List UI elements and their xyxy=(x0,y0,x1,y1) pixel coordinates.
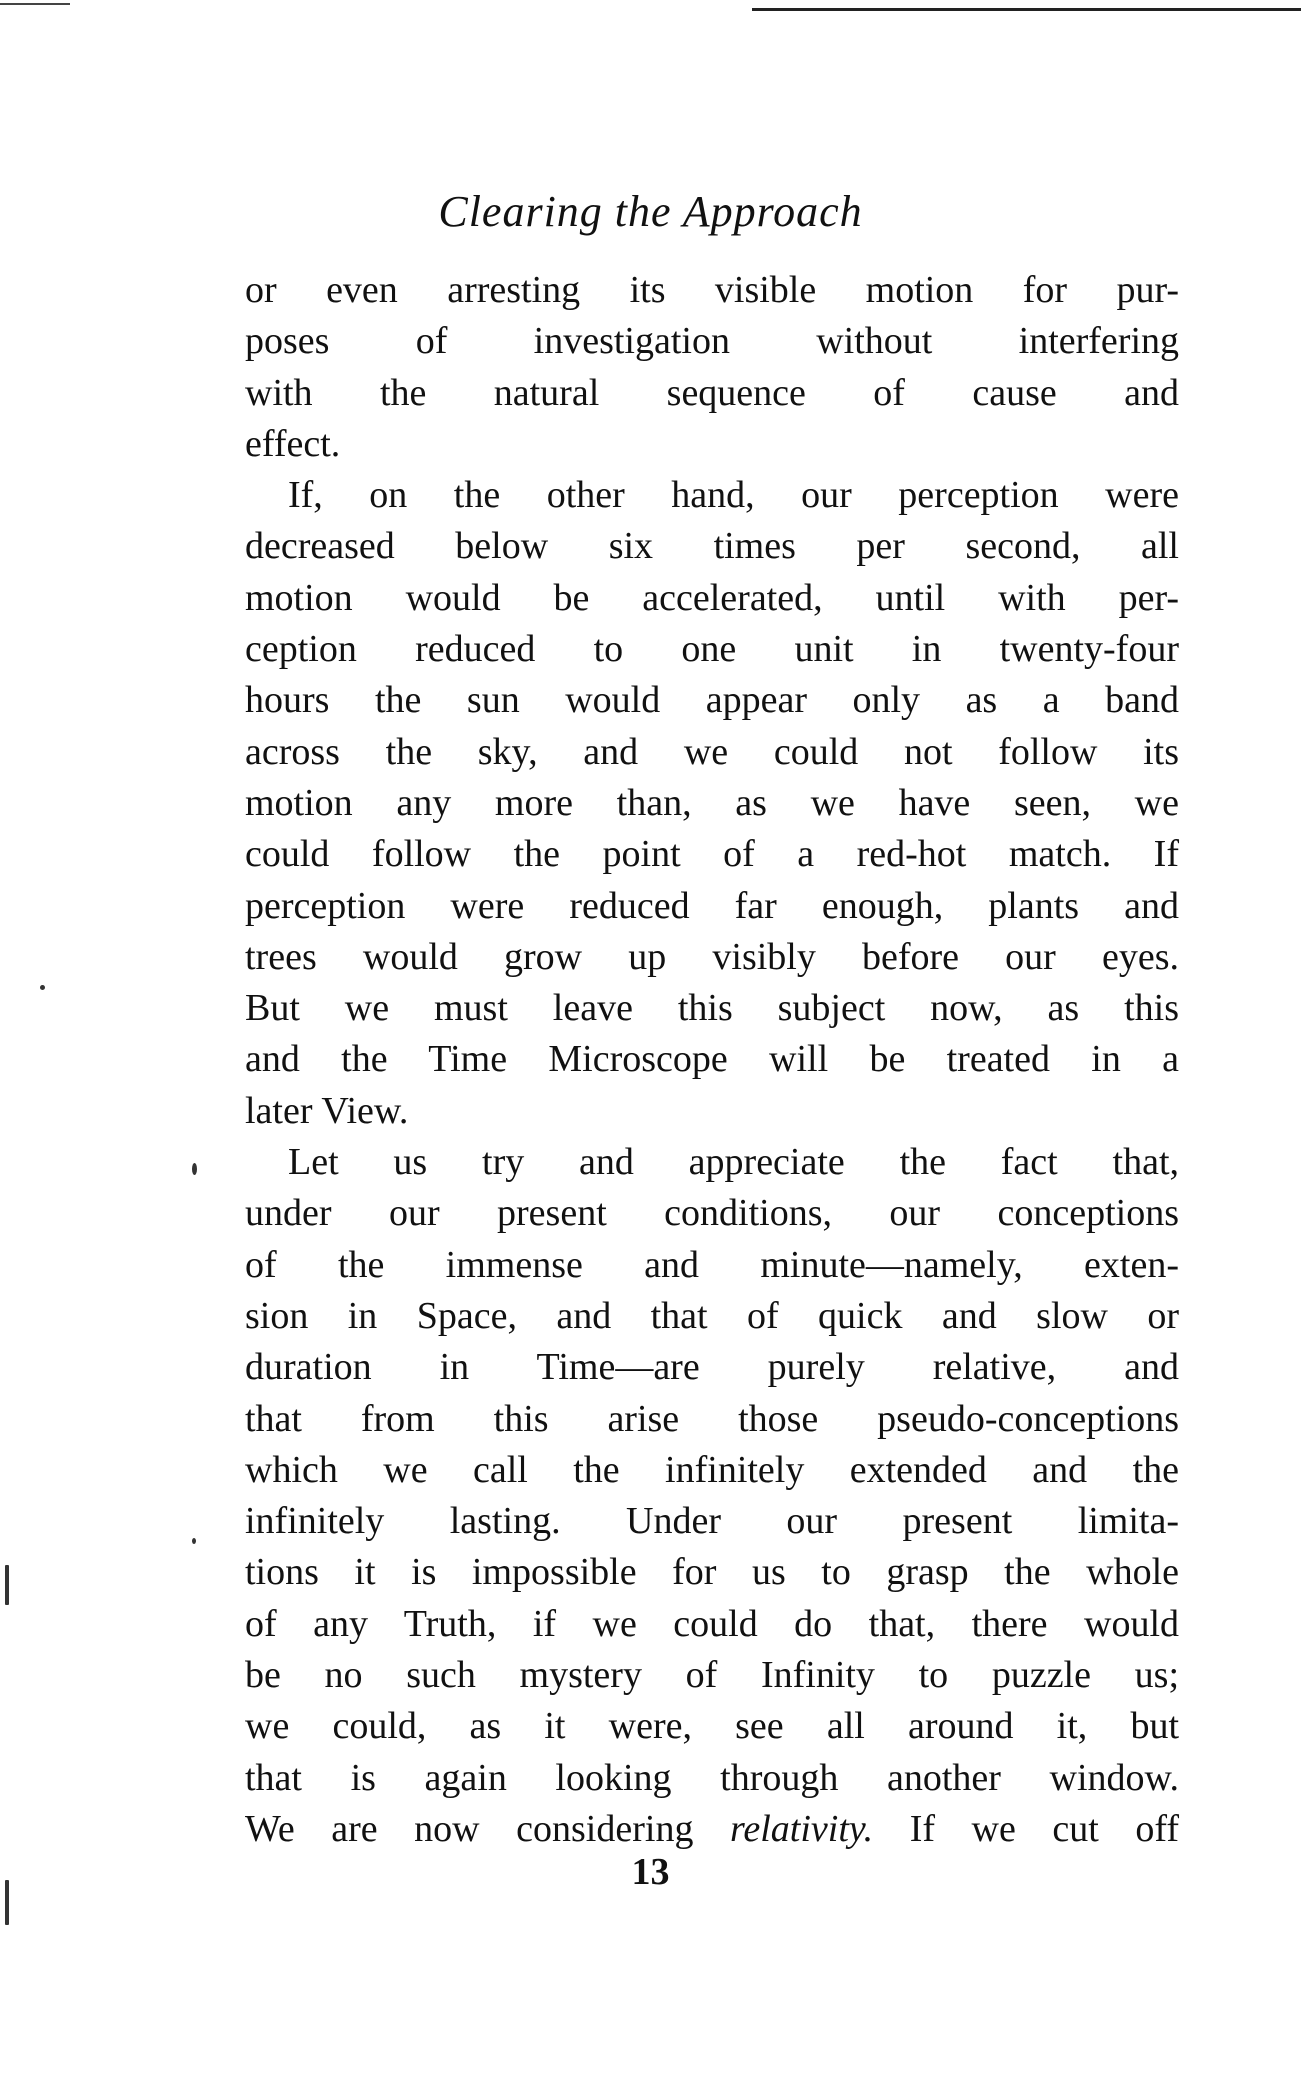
text-line: under our present conditions, our conceptions xyxy=(245,1192,1179,1235)
text-segment: If we cut off xyxy=(909,1807,1179,1850)
text-line: motion any more than, as we have seen, we xyxy=(245,781,1179,824)
text-line: infinitely lasting. Under our present limita- xyxy=(245,1500,1179,1543)
text-line: with the natural sequence of cause and xyxy=(245,371,1179,414)
text-line: decreased below six times per second, all xyxy=(245,525,1179,568)
text-line: ception reduced to one unit in twenty-four xyxy=(245,628,1179,671)
text-line: which we call the infinitely extended and the xyxy=(245,1448,1179,1491)
scan-speck xyxy=(192,1538,196,1544)
text-line: motion would be accelerated, until with per- xyxy=(245,576,1179,619)
text-line: poses of investigation without interfering xyxy=(245,320,1179,363)
text-line: that from this arise those pseudo-conceptions xyxy=(245,1397,1179,1440)
text-line: perception were reduced far enough, plants and xyxy=(245,884,1179,927)
text-line: across the sky, and we could not follow its xyxy=(245,730,1179,773)
text-line: sion in Space, and that of quick and slow or xyxy=(245,1294,1179,1337)
text-line: tions it is impossible for us to grasp the whole xyxy=(245,1551,1179,1594)
text-line: of the immense and minute—namely, exten- xyxy=(245,1243,1179,1286)
text-line: could follow the point of a red-hot match. If xyxy=(245,833,1179,876)
scan-edge-mark xyxy=(0,3,70,5)
scan-speck xyxy=(192,1163,197,1175)
text-line: hours the sun would appear only as a band xyxy=(245,679,1179,722)
italic-emphasis: relativity. xyxy=(729,1807,874,1850)
text-line: of any Truth, if we could do that, there would xyxy=(245,1602,1179,1645)
scan-speck xyxy=(5,1880,9,1925)
running-header: Clearing the Approach xyxy=(438,187,863,236)
text-line: duration in Time—are purely relative, and xyxy=(245,1346,1179,1389)
text-line: effect. xyxy=(245,422,341,465)
text-line: be no such mystery of Infinity to puzzle us; xyxy=(245,1654,1179,1697)
text-line: later View. xyxy=(245,1089,409,1132)
text-line xyxy=(245,1804,1179,1855)
text-line: that is again looking through another window. xyxy=(245,1756,1179,1799)
scan-speck xyxy=(5,1565,9,1605)
text-segment: We are now considering xyxy=(245,1807,694,1850)
text-line: But we must leave this subject now, as this xyxy=(245,987,1179,1030)
page-number: 13 xyxy=(631,1851,670,1893)
text-line: and the Time Microscope will be treated in a xyxy=(245,1038,1179,1081)
text-line: we could, as it were, see all around it, but xyxy=(245,1705,1179,1748)
text-line: trees would grow up visibly before our eyes. xyxy=(245,935,1179,978)
text-line: If, on the other hand, our perception were xyxy=(288,474,1179,517)
text-line: Let us try and appreciate the fact that, xyxy=(288,1141,1179,1184)
body-text xyxy=(245,265,1179,1855)
top-rule xyxy=(752,8,1301,11)
scan-speck xyxy=(40,985,45,990)
text-line: or even arresting its visible motion for pur- xyxy=(245,269,1179,311)
